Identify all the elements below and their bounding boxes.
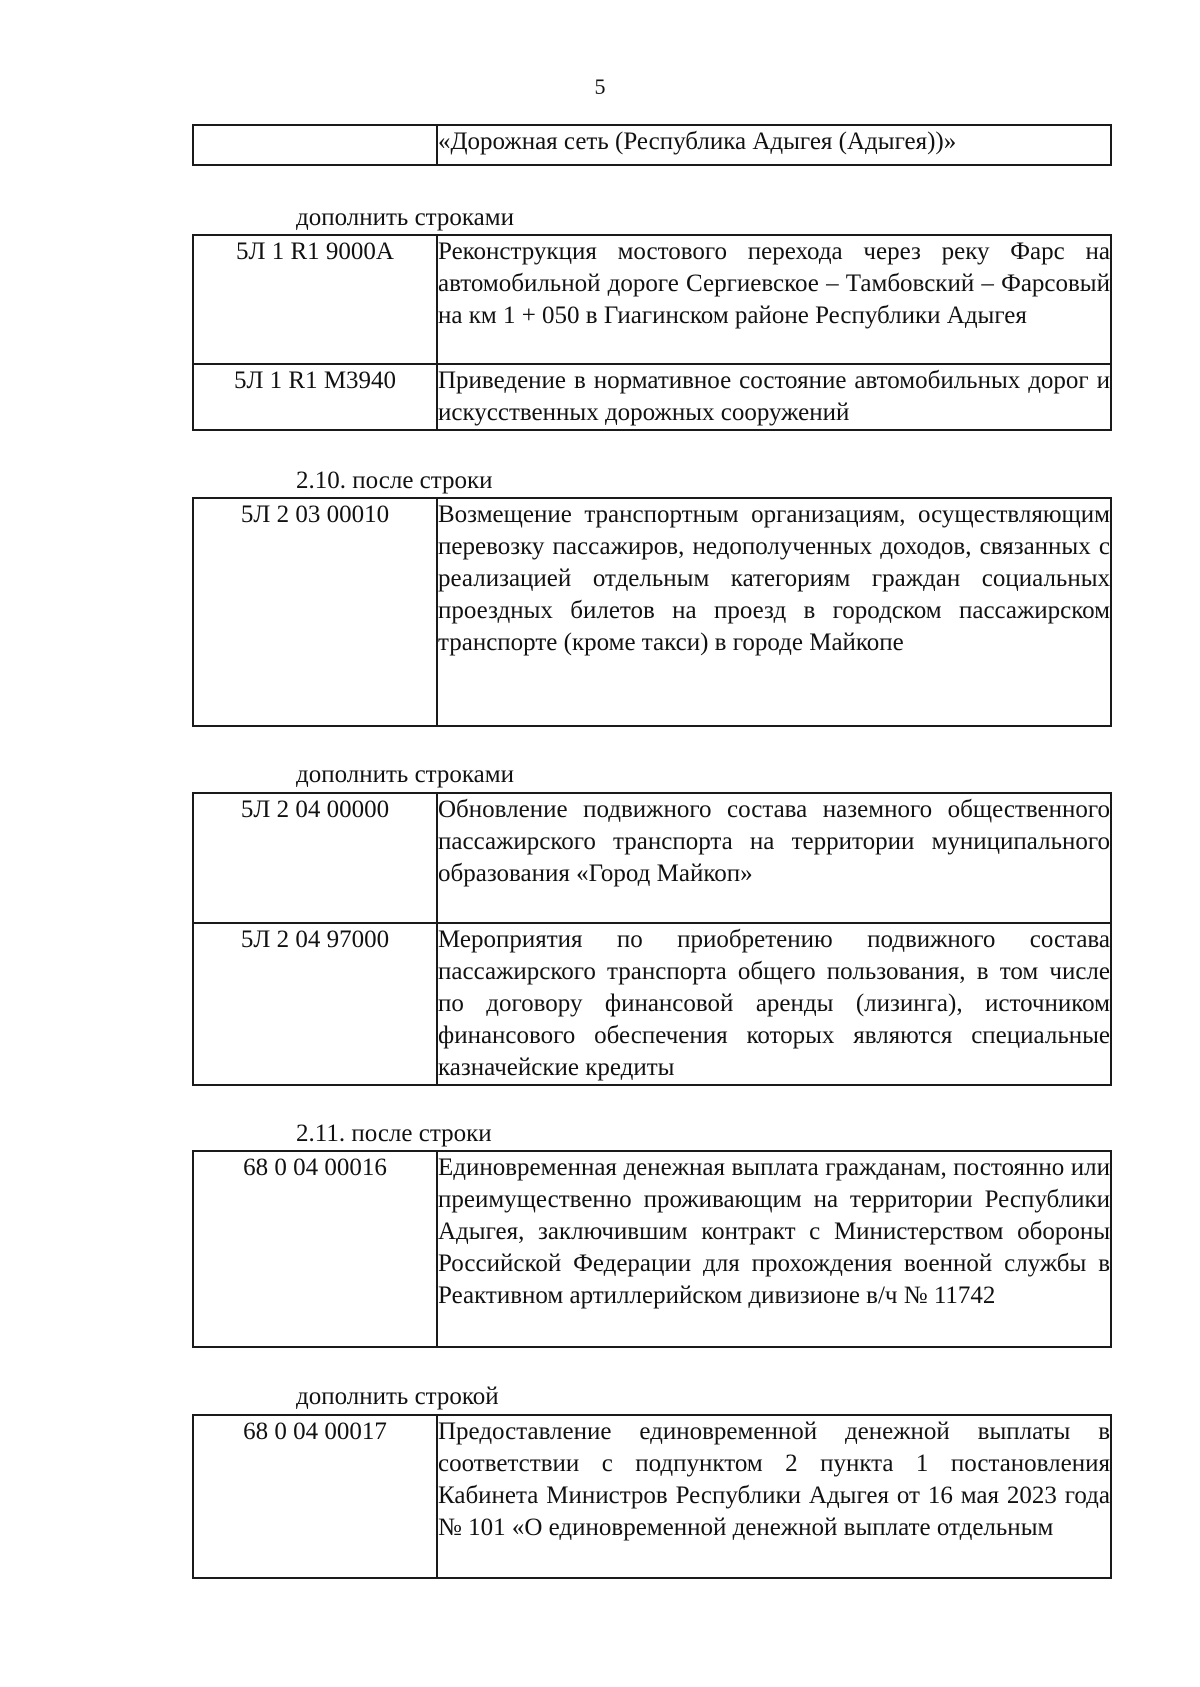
code-cell: 5Л 2 04 00000 bbox=[193, 793, 437, 923]
description-cell: Обновление подвижного состава наземного общественного пассажирского транспорта на территории муниципального образования «Город Майкоп» bbox=[437, 793, 1111, 923]
table-row bbox=[193, 1415, 1111, 1578]
table-row bbox=[193, 923, 1111, 1085]
table-row bbox=[193, 235, 1111, 364]
code-cell: 5Л 2 03 00010 bbox=[193, 498, 437, 726]
table-row bbox=[193, 498, 1111, 726]
header-table bbox=[192, 124, 1112, 166]
code-cell: 5Л 2 04 97000 bbox=[193, 923, 437, 1085]
page-number: 5 bbox=[594, 74, 606, 99]
instruction-label: 2.11. после строки bbox=[296, 1120, 492, 1147]
code-cell: 68 0 04 00017 bbox=[193, 1415, 437, 1578]
description-cell: Реконструкция мостового перехода через реку Фарс на автомобильной дороге Сергиевское – Тамбовский – Фарсовый на км 1 + 050 в Гиагинском районе Республики Адыгея bbox=[437, 235, 1111, 364]
code-cell: 5Л 1 R1 М3940 bbox=[193, 364, 437, 430]
code-cell bbox=[193, 125, 437, 165]
instruction-label: дополнить строкой bbox=[296, 1383, 499, 1410]
description-cell: Предоставление единовременной денежной выплаты в соответствии с подпунктом 2 пункта 1 постановления Кабинета Министров Республики Адыгея от 16 мая 2023 года № 101 «О единовременной денежной выплате отдельным bbox=[437, 1415, 1111, 1578]
description-cell: Приведение в нормативное состояние автомобильных дорог и искусственных дорожных сооружений bbox=[437, 364, 1111, 430]
code-cell: 5Л 1 R1 9000А bbox=[193, 235, 437, 364]
table-row bbox=[193, 793, 1111, 923]
table-row bbox=[193, 364, 1111, 430]
description-cell: Единовременная денежная выплата гражданам, постоянно или преимущественно проживающим на территории Республики Адыгея, заключившим контракт с Министерством обороны Российской Федерации для прохождения военной службы в Реактивном артиллерийском дивизионе в/ч № 11742 bbox=[437, 1151, 1111, 1347]
description-cell: «Дорожная сеть (Республика Адыгея (Адыгея))» bbox=[437, 125, 1111, 165]
section3-table bbox=[192, 792, 1112, 1086]
section1-table bbox=[192, 234, 1112, 431]
instruction-label: дополнить строками bbox=[296, 761, 514, 788]
section5-table bbox=[192, 1414, 1112, 1579]
description-cell: Возмещение транспортным организациям, осуществляющим перевозку пассажиров, недополученных доходов, связанных с реализацией отдельным категориям граждан социальных проездных билетов на проезд в городском пассажирском транспорте (кроме такси) в городе Майкопе bbox=[437, 498, 1111, 726]
instruction-label: дополнить строками bbox=[296, 204, 514, 231]
section2-table bbox=[192, 497, 1112, 727]
instruction-label: 2.10. после строки bbox=[296, 467, 493, 494]
code-cell: 68 0 04 00016 bbox=[193, 1151, 437, 1347]
section4-table bbox=[192, 1150, 1112, 1348]
description-cell: Мероприятия по приобретению подвижного состава пассажирского транспорта общего пользования, в том числе по договору финансовой аренды (лизинга), источником финансового обеспечения которых являются специальные казначейские кредиты bbox=[437, 923, 1111, 1085]
table-row bbox=[193, 1151, 1111, 1347]
table-row bbox=[193, 125, 1111, 165]
